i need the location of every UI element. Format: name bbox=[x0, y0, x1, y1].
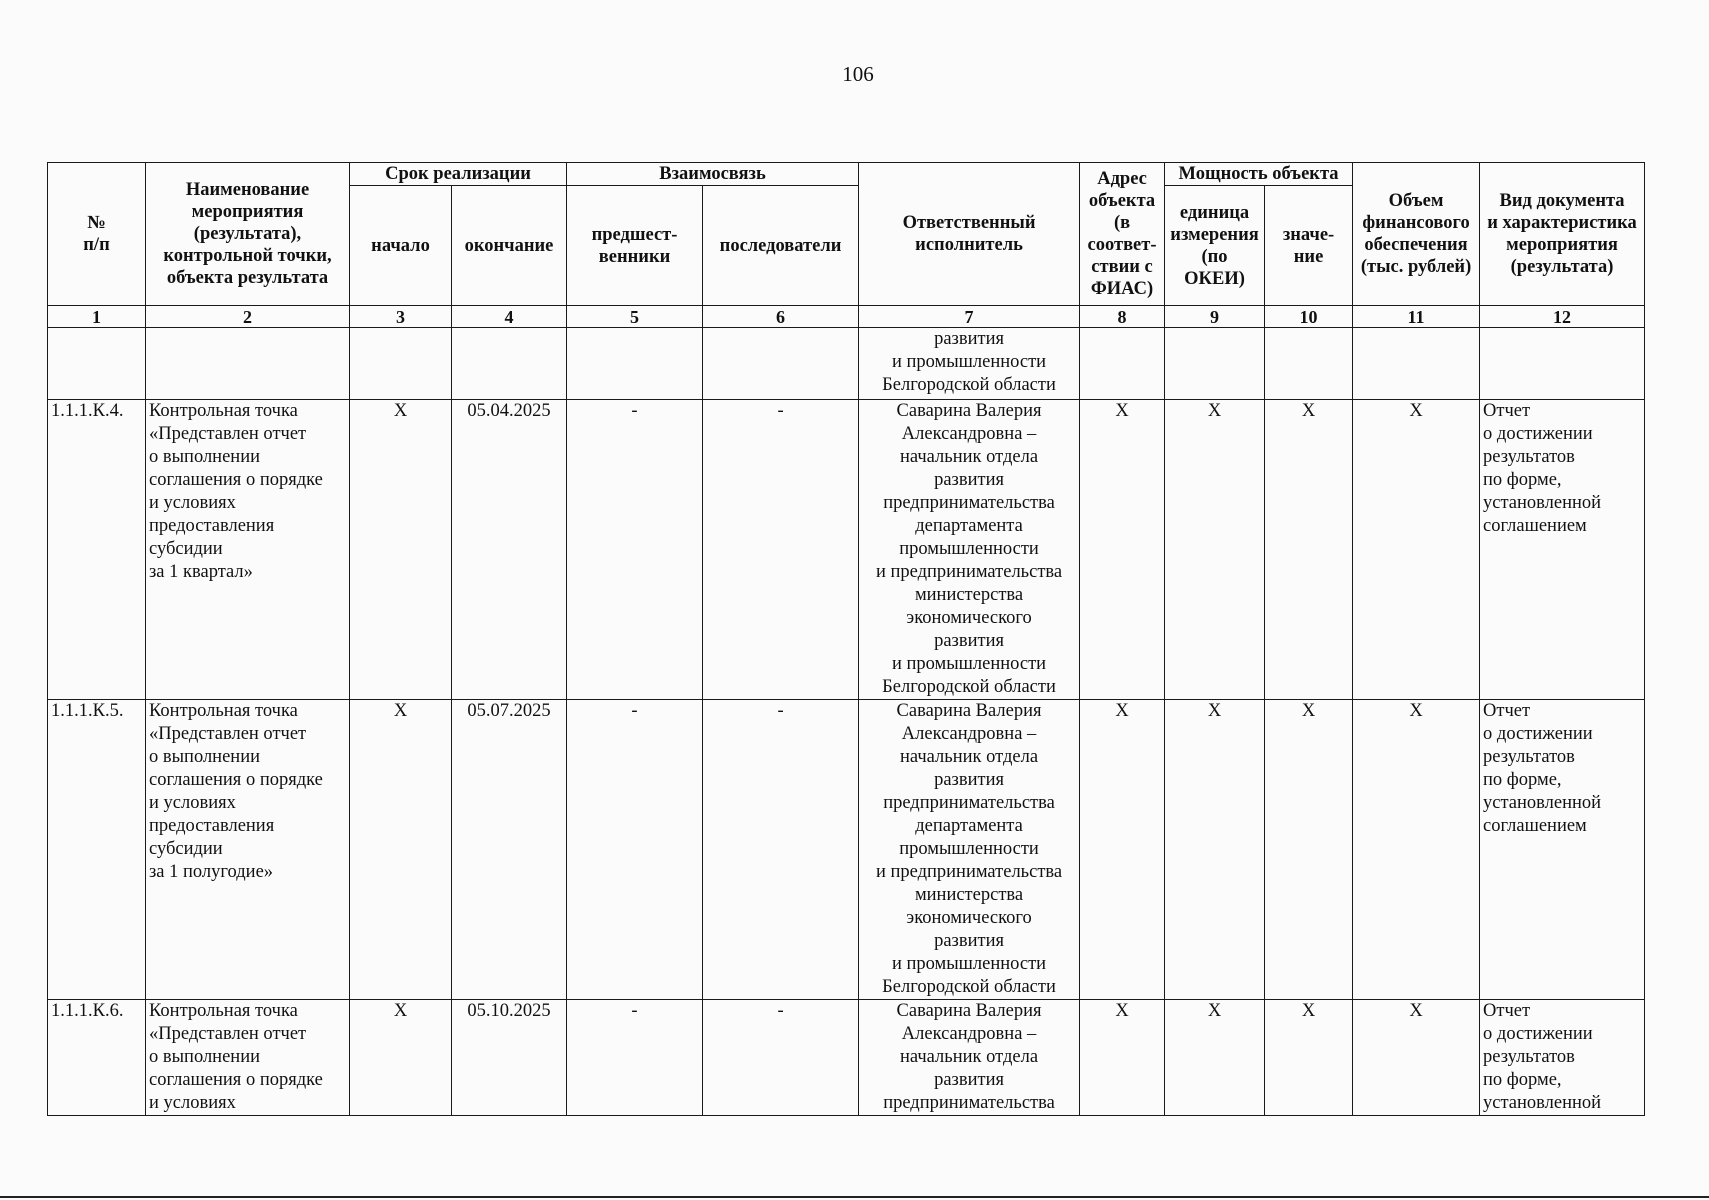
row-name bbox=[146, 328, 350, 400]
header-address: Адрес объекта (в соответ- ствии с ФИАС) bbox=[1080, 163, 1165, 306]
header-capacity: Мощность объекта bbox=[1165, 163, 1353, 186]
row-address: X bbox=[1080, 1000, 1165, 1116]
row-doc bbox=[1480, 328, 1645, 400]
row-responsible: Саварина Валерия Александровна – начальник отдела развития предпринимательства департамента промышленности и предпринимательства министерства экономического развития и промышленности Белгородской области bbox=[859, 700, 1080, 1000]
row-doc: Отчет о достижении результатов по форме, установленной соглашением bbox=[1480, 700, 1645, 1000]
row-responsible: Саварина Валерия Александровна – начальник отдела развития предпринимательства департамента промышленности и предпринимательства министерства экономического развития и промышленности Белгородской области bbox=[859, 400, 1080, 700]
column-number: 8 bbox=[1080, 306, 1165, 328]
row-prev: - bbox=[567, 400, 703, 700]
row-doc: Отчет о достижении результатов по форме, установленной соглашением bbox=[1480, 400, 1645, 700]
row-next: - bbox=[703, 400, 859, 700]
scan-bottom-edge bbox=[0, 1196, 1709, 1198]
row-start bbox=[350, 328, 452, 400]
table-row bbox=[48, 400, 1645, 700]
header-doc-type: Вид документа и характеристика мероприятия (результата) bbox=[1480, 163, 1645, 306]
header-capacity-value: значе- ние bbox=[1265, 186, 1353, 306]
row-value: X bbox=[1265, 1000, 1353, 1116]
header-finance: Объем финансового обеспечения (тыс. рублей) bbox=[1353, 163, 1480, 306]
row-responsible: развития и промышленности Белгородской области bbox=[859, 328, 1080, 400]
column-number: 1 bbox=[48, 306, 146, 328]
row-value bbox=[1265, 328, 1353, 400]
header-link-prev: предшест- венники bbox=[567, 186, 703, 306]
row-num: 1.1.1.К.4. bbox=[48, 400, 146, 700]
row-end: 05.10.2025 bbox=[452, 1000, 567, 1116]
column-number: 3 bbox=[350, 306, 452, 328]
row-prev bbox=[567, 328, 703, 400]
column-number: 5 bbox=[567, 306, 703, 328]
row-start: X bbox=[350, 400, 452, 700]
column-number-row bbox=[48, 306, 1645, 328]
row-unit: X bbox=[1165, 1000, 1265, 1116]
column-number: 4 bbox=[452, 306, 567, 328]
row-num: 1.1.1.К.5. bbox=[48, 700, 146, 1000]
row-start: X bbox=[350, 1000, 452, 1116]
row-unit: X bbox=[1165, 700, 1265, 1000]
row-doc: Отчет о достижении результатов по форме, установленной bbox=[1480, 1000, 1645, 1116]
plan-table bbox=[47, 162, 1645, 1116]
row-next: - bbox=[703, 1000, 859, 1116]
column-number: 12 bbox=[1480, 306, 1645, 328]
header-link-next: последователи bbox=[703, 186, 859, 306]
row-finance bbox=[1353, 328, 1480, 400]
row-name: Контрольная точка «Представлен отчет о выполнении соглашения о порядке и условиях предоставления субсидии за 1 полугодие» bbox=[146, 700, 350, 1000]
row-unit: X bbox=[1165, 400, 1265, 700]
row-end bbox=[452, 328, 567, 400]
header-term: Срок реализации bbox=[350, 163, 567, 186]
row-finance: X bbox=[1353, 700, 1480, 1000]
table-row bbox=[48, 700, 1645, 1000]
header-name: Наименование мероприятия (результата), контрольной точки, объекта результата bbox=[146, 163, 350, 306]
row-unit bbox=[1165, 328, 1265, 400]
row-address: X bbox=[1080, 400, 1165, 700]
row-prev: - bbox=[567, 1000, 703, 1116]
table-row bbox=[48, 1000, 1645, 1116]
row-name: Контрольная точка «Представлен отчет о выполнении соглашения о порядке и условиях bbox=[146, 1000, 350, 1116]
header-link: Взаимосвязь bbox=[567, 163, 859, 186]
column-number: 6 bbox=[703, 306, 859, 328]
header-capacity-unit: единица измерения (по ОКЕИ) bbox=[1165, 186, 1265, 306]
row-finance: X bbox=[1353, 400, 1480, 700]
column-number: 2 bbox=[146, 306, 350, 328]
row-responsible: Саварина Валерия Александровна – начальник отдела развития предпринимательства bbox=[859, 1000, 1080, 1116]
row-end: 05.07.2025 bbox=[452, 700, 567, 1000]
header-responsible: Ответственный исполнитель bbox=[859, 163, 1080, 306]
row-start: X bbox=[350, 700, 452, 1000]
row-address bbox=[1080, 328, 1165, 400]
row-next bbox=[703, 328, 859, 400]
header-row-1 bbox=[48, 163, 1645, 186]
header-term-end: окончание bbox=[452, 186, 567, 306]
row-end: 05.04.2025 bbox=[452, 400, 567, 700]
column-number: 10 bbox=[1265, 306, 1353, 328]
header-term-start: начало bbox=[350, 186, 452, 306]
row-num: 1.1.1.К.6. bbox=[48, 1000, 146, 1116]
column-number: 11 bbox=[1353, 306, 1480, 328]
row-value: X bbox=[1265, 400, 1353, 700]
row-prev: - bbox=[567, 700, 703, 1000]
column-number: 9 bbox=[1165, 306, 1265, 328]
table-row-continuation bbox=[48, 328, 1645, 400]
row-name: Контрольная точка «Представлен отчет о выполнении соглашения о порядке и условиях предоставления субсидии за 1 квартал» bbox=[146, 400, 350, 700]
row-next: - bbox=[703, 700, 859, 1000]
header-num: № п/п bbox=[48, 163, 146, 306]
row-address: X bbox=[1080, 700, 1165, 1000]
page-number: 106 bbox=[842, 62, 874, 86]
row-value: X bbox=[1265, 700, 1353, 1000]
row-num bbox=[48, 328, 146, 400]
column-number: 7 bbox=[859, 306, 1080, 328]
row-finance: X bbox=[1353, 1000, 1480, 1116]
